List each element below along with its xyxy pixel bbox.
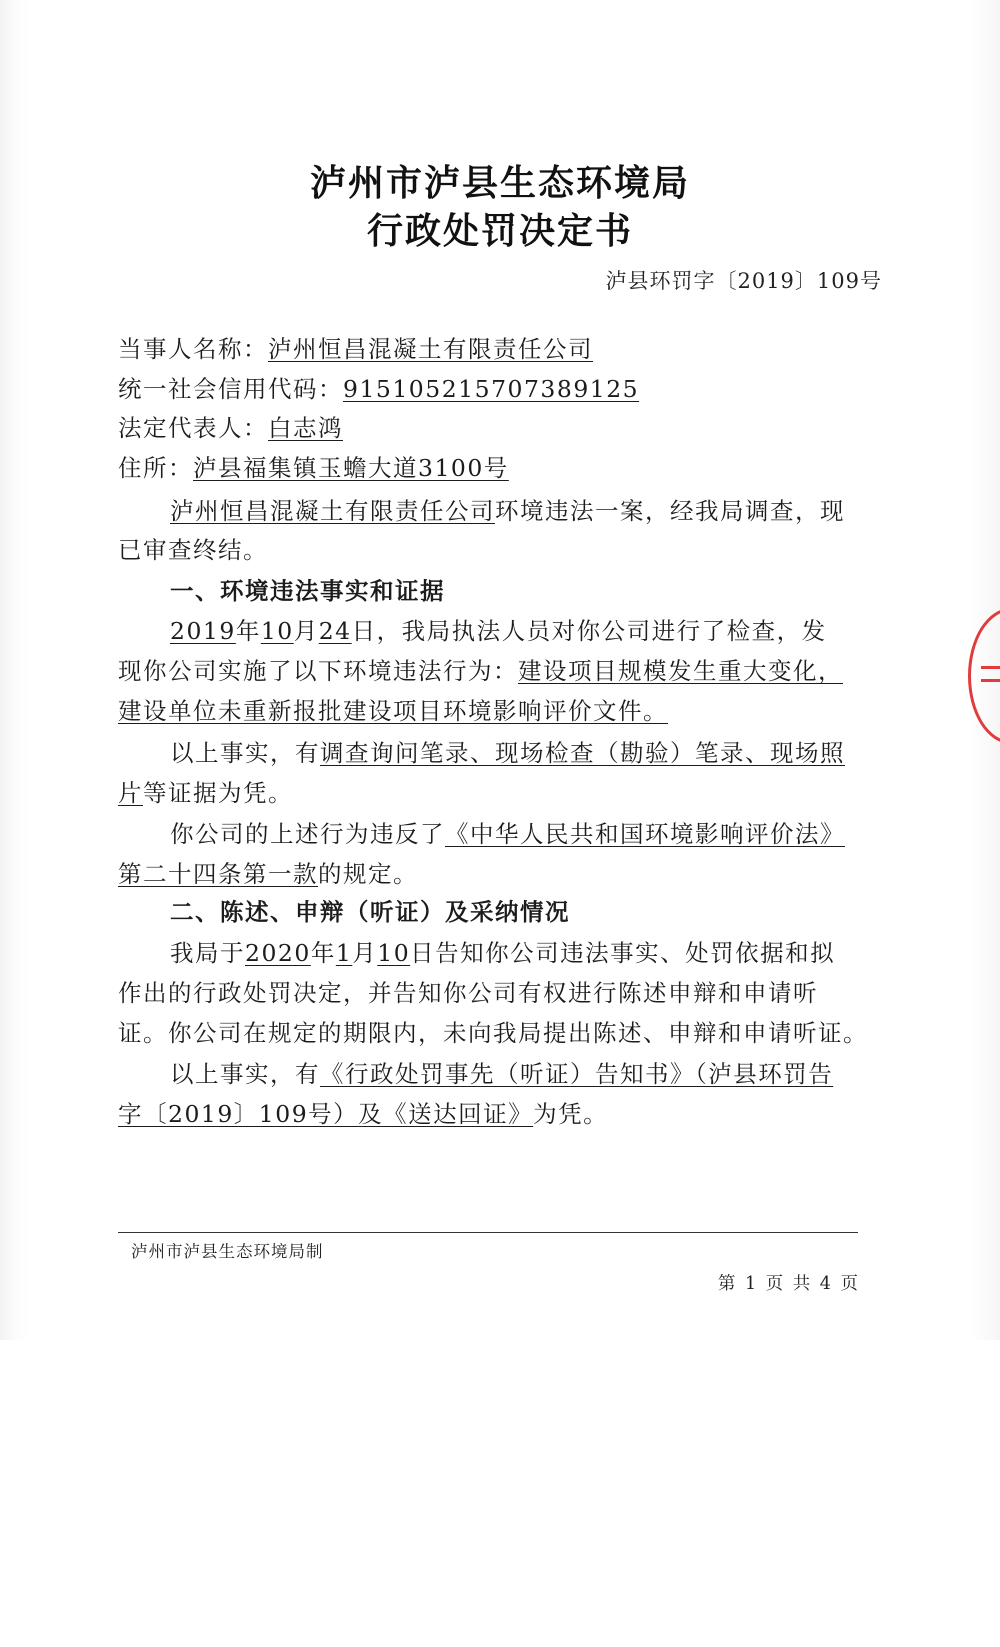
notice-document-cont: 字〔2019〕109号）及《送达回证》 bbox=[118, 1100, 534, 1128]
inspection-year: 2019 bbox=[170, 617, 236, 645]
s2-p2-line2: 字〔2019〕109号）及《送达回证》为凭。 bbox=[118, 1100, 609, 1128]
violation-text: 建设项目规模发生重大变化， bbox=[518, 657, 843, 685]
credit-code-row bbox=[118, 370, 878, 404]
footer-divider bbox=[118, 1232, 858, 1233]
notice-month: 1 bbox=[335, 939, 353, 967]
legal-rep-value: 白志鸿 bbox=[268, 414, 343, 442]
s1-p3-line2: 第二十四条第一款的规定。 bbox=[118, 860, 418, 888]
party-name-value: 泸州恒昌混凝土有限责任公司 bbox=[268, 335, 593, 363]
s1-p2-line2: 片等证据为凭。 bbox=[118, 779, 293, 807]
address-label: 住所： bbox=[118, 454, 193, 482]
s2-p1-line3: 证。你公司在规定的期限内，未向我局提出陈述、申辩和申请听证。 bbox=[118, 1019, 868, 1047]
party-name-label: 当事人名称： bbox=[118, 335, 268, 363]
intro-line1 bbox=[118, 492, 930, 526]
inspection-day: 24 bbox=[318, 617, 352, 645]
s2-p2-line1: 以上事实，有《行政处罚事先（听证）告知书》（泸县环罚告 bbox=[170, 1060, 834, 1088]
address-row bbox=[118, 449, 878, 483]
legal-rep-row bbox=[118, 409, 878, 443]
document-title-line1: 泸州市泸县生态环境局 bbox=[309, 163, 690, 204]
notice-day: 10 bbox=[377, 939, 411, 967]
violation-text-cont: 建设单位未重新报批建设项目环境影响评价文件。 bbox=[118, 697, 668, 725]
document-number: 泸县环罚字〔2019〕109号 bbox=[605, 269, 882, 293]
section1-heading: 一、环境违法事实和证据 bbox=[170, 577, 445, 605]
s1-p2-line1: 以上事实，有调查询问笔录、现场检查（勘验）笔录、现场照 bbox=[170, 739, 845, 767]
legal-rep-label: 法定代表人： bbox=[118, 414, 268, 442]
credit-code-value: 915105215707389125 bbox=[343, 375, 640, 403]
document-title-line2: 行政处罚决定书 bbox=[366, 211, 633, 252]
s2-p1-line2: 作出的行政处罚决定，并告知你公司有权进行陈述申辩和申请听 bbox=[118, 979, 818, 1007]
notice-year: 2020 bbox=[245, 939, 311, 967]
credit-code-label: 统一社会信用代码： bbox=[118, 375, 343, 403]
inspection-month: 10 bbox=[260, 617, 294, 645]
evidence-list-cont: 片 bbox=[118, 779, 143, 807]
notice-document: 《行政处罚事先（听证）告知书》（泸县环罚告 bbox=[320, 1060, 834, 1088]
s1-p1-line3 bbox=[118, 692, 878, 726]
evidence-list: 调查询问笔录、现场检查（勘验）笔录、现场照 bbox=[320, 739, 845, 767]
footer-maker: 泸州市泸县生态环境局制 bbox=[131, 1242, 324, 1261]
intro-company: 泸州恒昌混凝土有限责任公司 bbox=[170, 497, 495, 525]
intro-text1: 环境违法一案，经我局调查，现 bbox=[495, 497, 845, 525]
section2-heading: 二、陈述、申辩（听证）及采纳情况 bbox=[170, 898, 570, 926]
s1-p1-line2: 现你公司实施了以下环境违法行为：建设项目规模发生重大变化， bbox=[118, 657, 843, 685]
page-number: 第 1 页 共 4 页 bbox=[717, 1274, 860, 1294]
intro-line2: 已审查终结。 bbox=[118, 536, 268, 564]
violated-article: 第二十四条第一款 bbox=[118, 860, 318, 888]
violated-law: 《中华人民共和国环境影响评价法》 bbox=[445, 820, 845, 848]
s1-p1-line1: 2019年10月24日，我局执法人员对你公司进行了检查，发 bbox=[170, 617, 827, 645]
address-value: 泸县福集镇玉蟾大道3100号 bbox=[193, 454, 509, 482]
s2-p1-line1: 我局于2020年1月10日告知你公司违法事实、处罚依据和拟 bbox=[170, 939, 836, 967]
s1-p3-line1: 你公司的上述行为违反了《中华人民共和国环境影响评价法》 bbox=[170, 820, 845, 848]
party-name-row bbox=[118, 330, 878, 364]
